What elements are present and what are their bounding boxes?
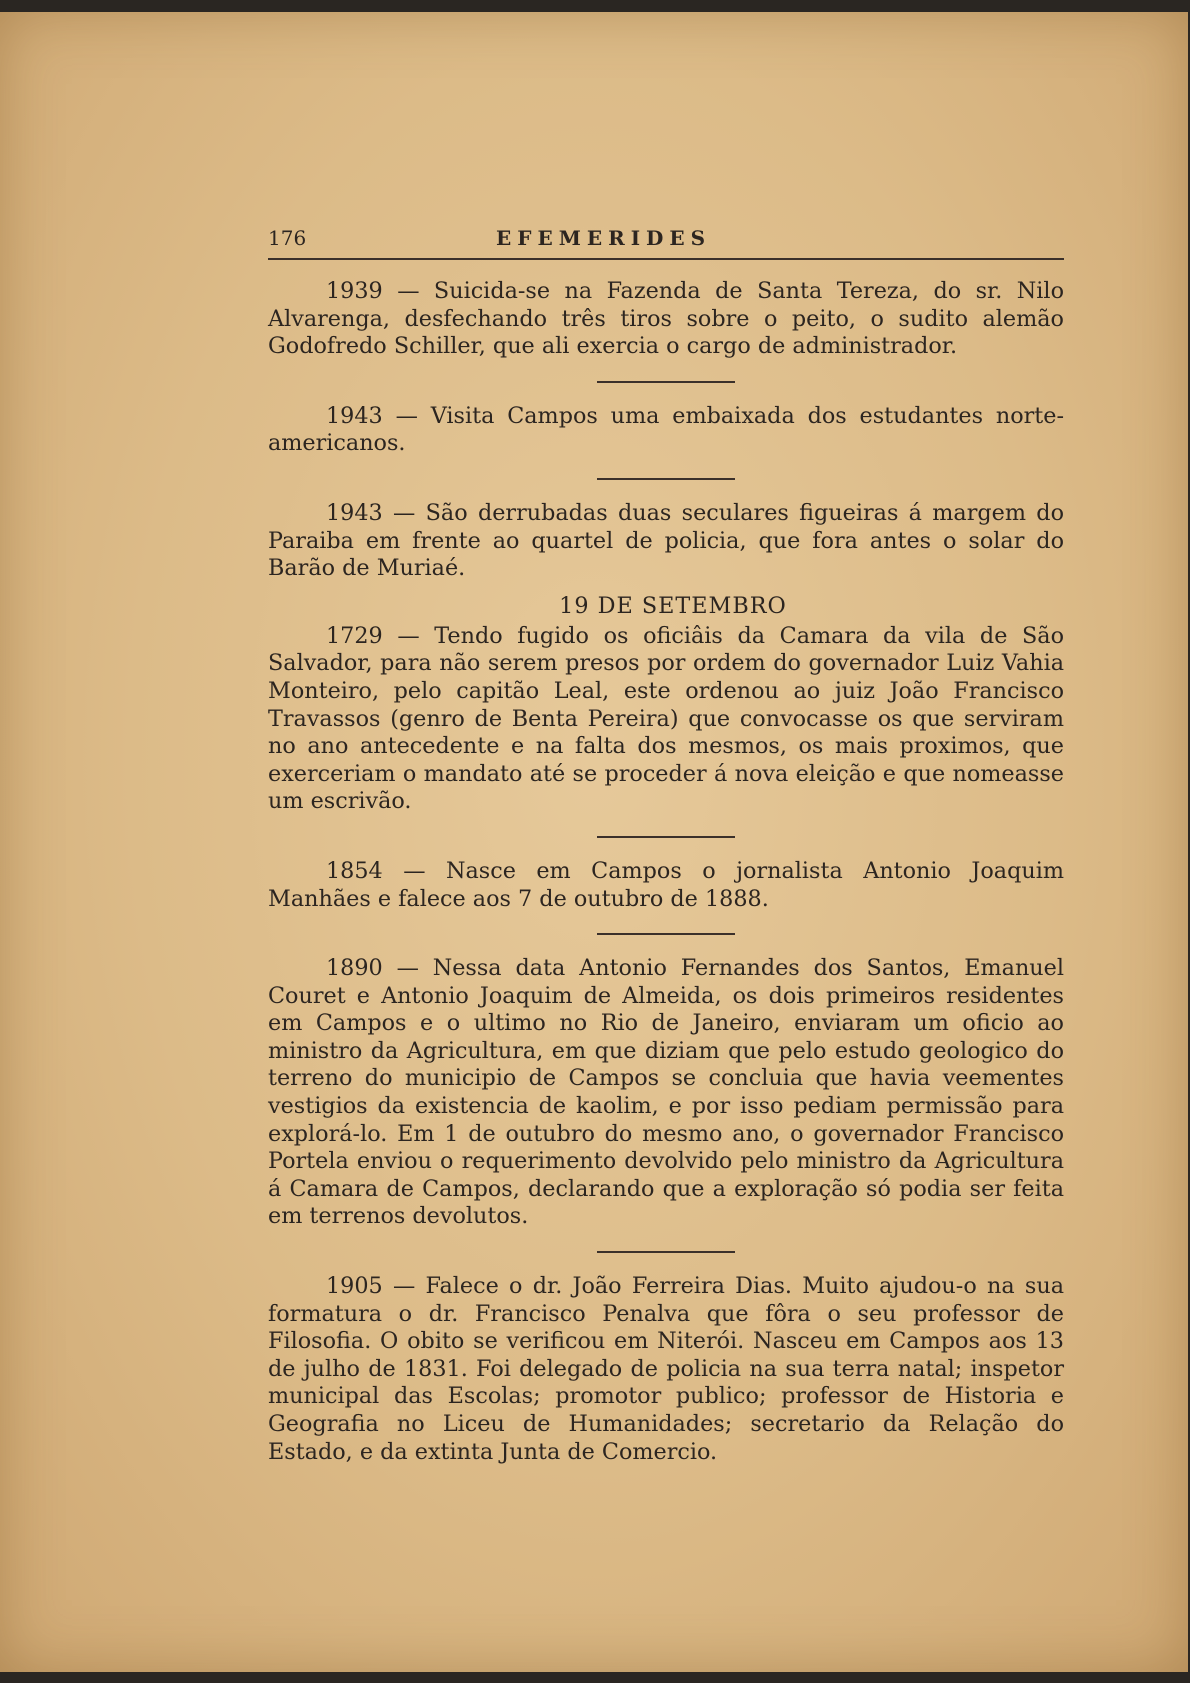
entry-1943-figueiras: 1943 — São derrubadas duas seculares figueiras á margem do Paraiba em frente ao quartel de policia, que fora antes o solar do Barão de Muriaé.: [268, 499, 1064, 582]
entry-1943-visit: 1943 — Visita Campos uma embaixada dos estudantes norte-americanos.: [268, 402, 1064, 457]
date-heading-text: 19 DE SETEMBRO: [559, 592, 787, 619]
entry-1890: 1890 — Nessa data Antonio Fernandes dos Santos, Emanuel Couret e Antonio Joaquim de Almeida, os dois primeiros residentes em Campos e o ultimo no Rio de Janeiro, enviaram um oficio ao ministro da Agricultura, em que diziam que pelo estudo geologico do terreno do municipio de Campos se concluia que havia veementes vestigios da existencia de kaolim, e por isso pediam permissão para explorá-lo. Em 1 de outubro do mesmo ano, o governador Francisco Portela enviou o requerimento devolvido pelo ministro da Agricultura á Camara de Campos, declarando que a exploração só podia ser feita em terrenos devolutos.: [268, 955, 1064, 1230]
separator-rule: [597, 836, 735, 838]
entry-1939: 1939 — Suicida-se na Fazenda de Santa Tereza, do sr. Nilo Alvarenga, desfechando três tiros sobre o peito, o sudito alemão Godofredo Schiller, que ali exercia o cargo de administrador.: [268, 278, 1064, 360]
running-title: EFEMERIDES: [496, 226, 712, 250]
page-header: [268, 226, 1064, 256]
entry-1854: 1854 — Nasce em Campos o jornalista Antonio Joaquim Manhães e falece aos 7 de outubro de 1888.: [268, 857, 1064, 912]
book-page: [0, 12, 1188, 1672]
page-content: [268, 226, 1064, 1466]
header-rule: [268, 258, 1064, 260]
separator-rule: [597, 478, 735, 480]
entry-1905: 1905 — Falece o dr. João Ferreira Dias. Muito ajudou-o na sua formatura o dr. Francisco Penalva que fôra o seu professor de Filosofia. O obito se verificou em Niterói. Nasceu em Campos aos 13 de julho de 1831. Foi delegado de policia na sua terra natal; inspetor municipal das Escolas; promotor publico; professor de Historia e Geografia no Liceu de Humanidades; secretario da Relação do Estado, e da extinta Junta de Comercio.: [268, 1273, 1064, 1465]
entry-1729: 1729 — Tendo fugido os oficiâis da Camara da vila de São Salvador, para não serem presos por ordem do governador Luiz Vahia Monteiro, pelo capitão Leal, este ordenou ao juiz João Francisco Travassos (genro de Benta Pereira) que convocasse os que serviram no ano antecedente e na falta dos mesmos, os mais proximos, que exerceriam o mandato até se proceder á nova eleição e que nomeasse um escrivão.: [268, 622, 1064, 815]
separator-rule: [597, 1251, 735, 1253]
date-heading: [268, 593, 1064, 619]
separator-rule: [597, 381, 735, 383]
separator-rule: [597, 933, 735, 935]
page-number: 176: [268, 226, 307, 250]
